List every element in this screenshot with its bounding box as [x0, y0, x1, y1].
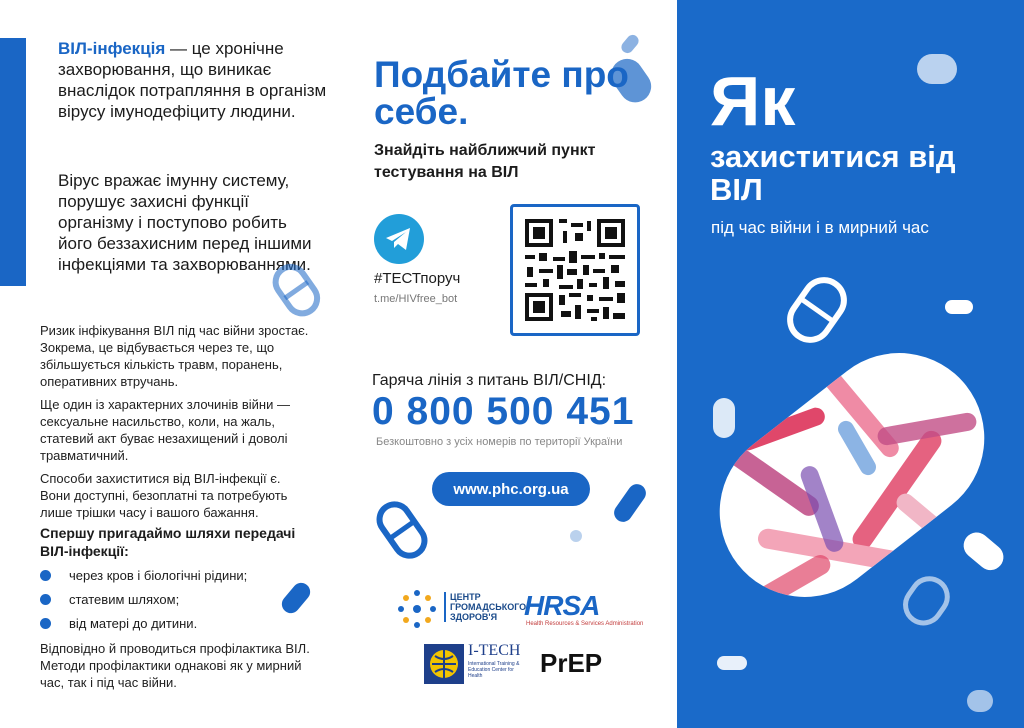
list-item: [40, 616, 320, 631]
hiv-term: ВІЛ-інфекція: [58, 39, 166, 58]
cover-caption: під час війни і в мирний час: [711, 218, 929, 237]
hrsa-logo: HRSA: [524, 590, 600, 621]
itech-logo: I-TECH: [468, 642, 521, 659]
intro-text: — це хронічне захворювання, що виникає внаслідок потрапляння в організм вірусу імунодефіциту людини.: [58, 39, 327, 121]
bullet-icon: [40, 594, 51, 605]
intro-paragraph: [58, 38, 328, 122]
pill-icon: [566, 526, 586, 546]
bullet-icon: [40, 618, 51, 629]
pill-icon: [276, 578, 316, 618]
hotline-label: Гаряча лінія з питань ВІЛ/СНІД:: [372, 372, 607, 389]
pill-icon: [372, 494, 432, 566]
cover-title: Як: [710, 62, 796, 140]
page-title: Подбайте про себе.: [374, 54, 629, 132]
website-link[interactable]: www.phc.org.ua: [432, 472, 590, 506]
hrsa-logo-subtitle: Health Resources & Services Administration: [526, 621, 644, 627]
hotline-note: Безкоштовно з усіх номерів по території України: [376, 436, 623, 448]
qr-code[interactable]: [510, 204, 640, 336]
test-hashtag: #ТЕСТпоруч: [374, 270, 461, 287]
prep-logo: PrEP: [540, 648, 603, 678]
transmission-heading: Спершу пригадаймо шляхи передачі ВІЛ-інфекції:: [40, 525, 296, 559]
bullet-icon: [40, 570, 51, 581]
telegram-icon[interactable]: [374, 214, 424, 264]
hotline-number[interactable]: 0 800 500 451: [372, 390, 635, 433]
list-item-text: статевим шляхом;: [69, 592, 180, 607]
prevention-paragraph: Відповідно й проводиться профілактика ВІЛ. Методи профілактики однакові як у мирний час, так і під час війни.: [40, 641, 310, 690]
violence-paragraph: Ще один із характерних злочинів війни — сексуальне насильство, коли, на жаль, статевий акт буває незахищений і доволі травматичний.: [40, 397, 290, 463]
list-item-text: від матері до дитини.: [69, 616, 198, 631]
phc-logo-text: ЦЕНТР ГРОМАДСЬКОГО ЗДОРОВ'Я: [444, 592, 520, 622]
accent-bar: [0, 38, 26, 286]
itech-globe-icon: [424, 644, 464, 684]
pill-icon: [610, 478, 650, 528]
itech-logo-subtitle: International Training & Education Center for Health: [468, 661, 520, 679]
virus-paragraph: Вірус вражає імунну систему, порушує захисні функції організму і поступово робить його беззахисним перед іншими інфекціями та захворюваннями.: [58, 171, 312, 274]
methods-paragraph: Способи захиститися від ВІЛ-інфекції є. Вони доступні, безоплатні та потребують лише трішки часу і вашого бажання.: [40, 471, 288, 520]
phc-logo-icon: [396, 588, 438, 630]
risk-paragraph: Ризик інфікування ВІЛ під час війни зростає. Зокрема, це відбувається через те, що збільшується кількість травм, поранень, оперативних втручань.: [40, 323, 309, 389]
find-test-text: Знайдіть найближчий пункт тестування на ВІЛ: [374, 142, 596, 181]
pill-icon: [268, 258, 328, 320]
list-item-text: через кров і біологічні рідини;: [69, 568, 248, 583]
telegram-bot-link[interactable]: t.me/HIVfree_bot: [374, 293, 458, 305]
cover-subtitle: захиститися від ВІЛ: [710, 139, 956, 207]
